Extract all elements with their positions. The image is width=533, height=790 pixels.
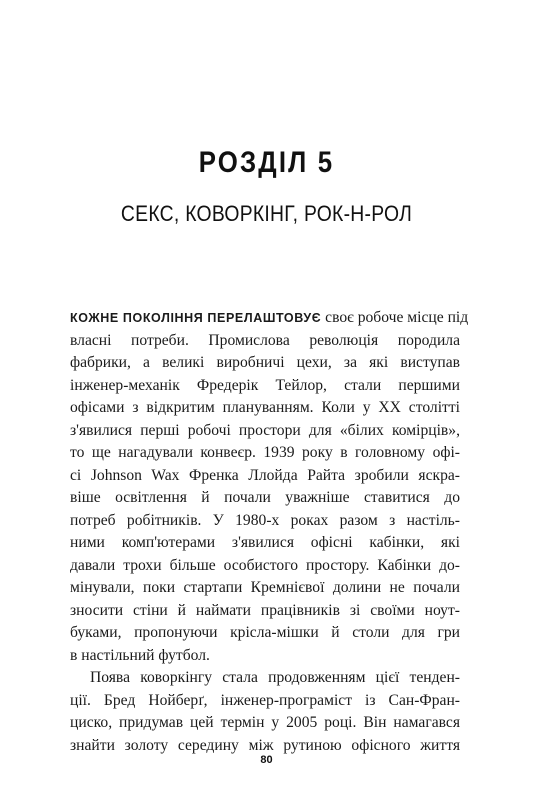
text-line: зносити стіни й наймати працівників зі своїми ноут-	[70, 601, 460, 619]
text-line: інженер-механік Фредерік Тейлор, стали першими	[70, 376, 460, 394]
text-line: циско, придумав цей термін у 2005 році. Він намагався	[70, 714, 460, 731]
text-line-fragment: своє робоче місце під	[321, 309, 469, 326]
text-line: давали трохи більше особистого простору. Кабінки до-	[70, 556, 460, 574]
text-line: офісами з відкритим плануванням. Коли у XX столітті	[70, 399, 460, 416]
text-line: в настільний футбол.	[70, 646, 210, 664]
text-line: фабрики, а великі виробничі цехи, за які виступав	[70, 354, 460, 371]
text-line: віше освітлення й почали уважніше ставитися до	[70, 489, 460, 506]
text-line	[70, 307, 469, 330]
text-line: власні потреби. Промислова революція породила	[70, 331, 460, 349]
lead-in: КОЖНЕ ПОКОЛІННЯ ПЕРЕЛАШТОВУЄ	[70, 311, 322, 325]
text-line: потреб робітників. У 1980-х роках разом з настіль-	[70, 511, 460, 529]
chapter-title: СЕКС, КОВОРКІНГ, РОК-Н-РОЛ	[120, 201, 413, 226]
page-number: 80	[260, 754, 273, 766]
chapter-number: РОЗДІЛ 5	[198, 146, 335, 179]
text-line: то ще нагадували конвеєр. 1939 року в головному офі-	[70, 444, 460, 461]
text-line: Поява коворкінгу стала продовженням цієї тенден-	[90, 669, 460, 686]
text-line: знайти золоту середину між рутиною офісного життя	[70, 736, 460, 754]
text-line: буками, пропонуючи крісла-мішки й столи для гри	[70, 624, 460, 641]
text-line: ними комп'ютерами з'явилися офісні кабінки, які	[70, 534, 460, 551]
text-line: ції. Бред Нойберґ, інженер-програміст із Сан-Фран-	[70, 691, 460, 709]
text-line: з'явилися перші робочі простори для «білих комірців»,	[70, 421, 460, 439]
text-line: мінували, поки стартапи Кремнієвої долини не почали	[70, 579, 460, 596]
text-line: сі Johnson Wax Френка Ллойда Райта зробили яскра-	[70, 466, 460, 484]
body-text	[70, 307, 469, 757]
